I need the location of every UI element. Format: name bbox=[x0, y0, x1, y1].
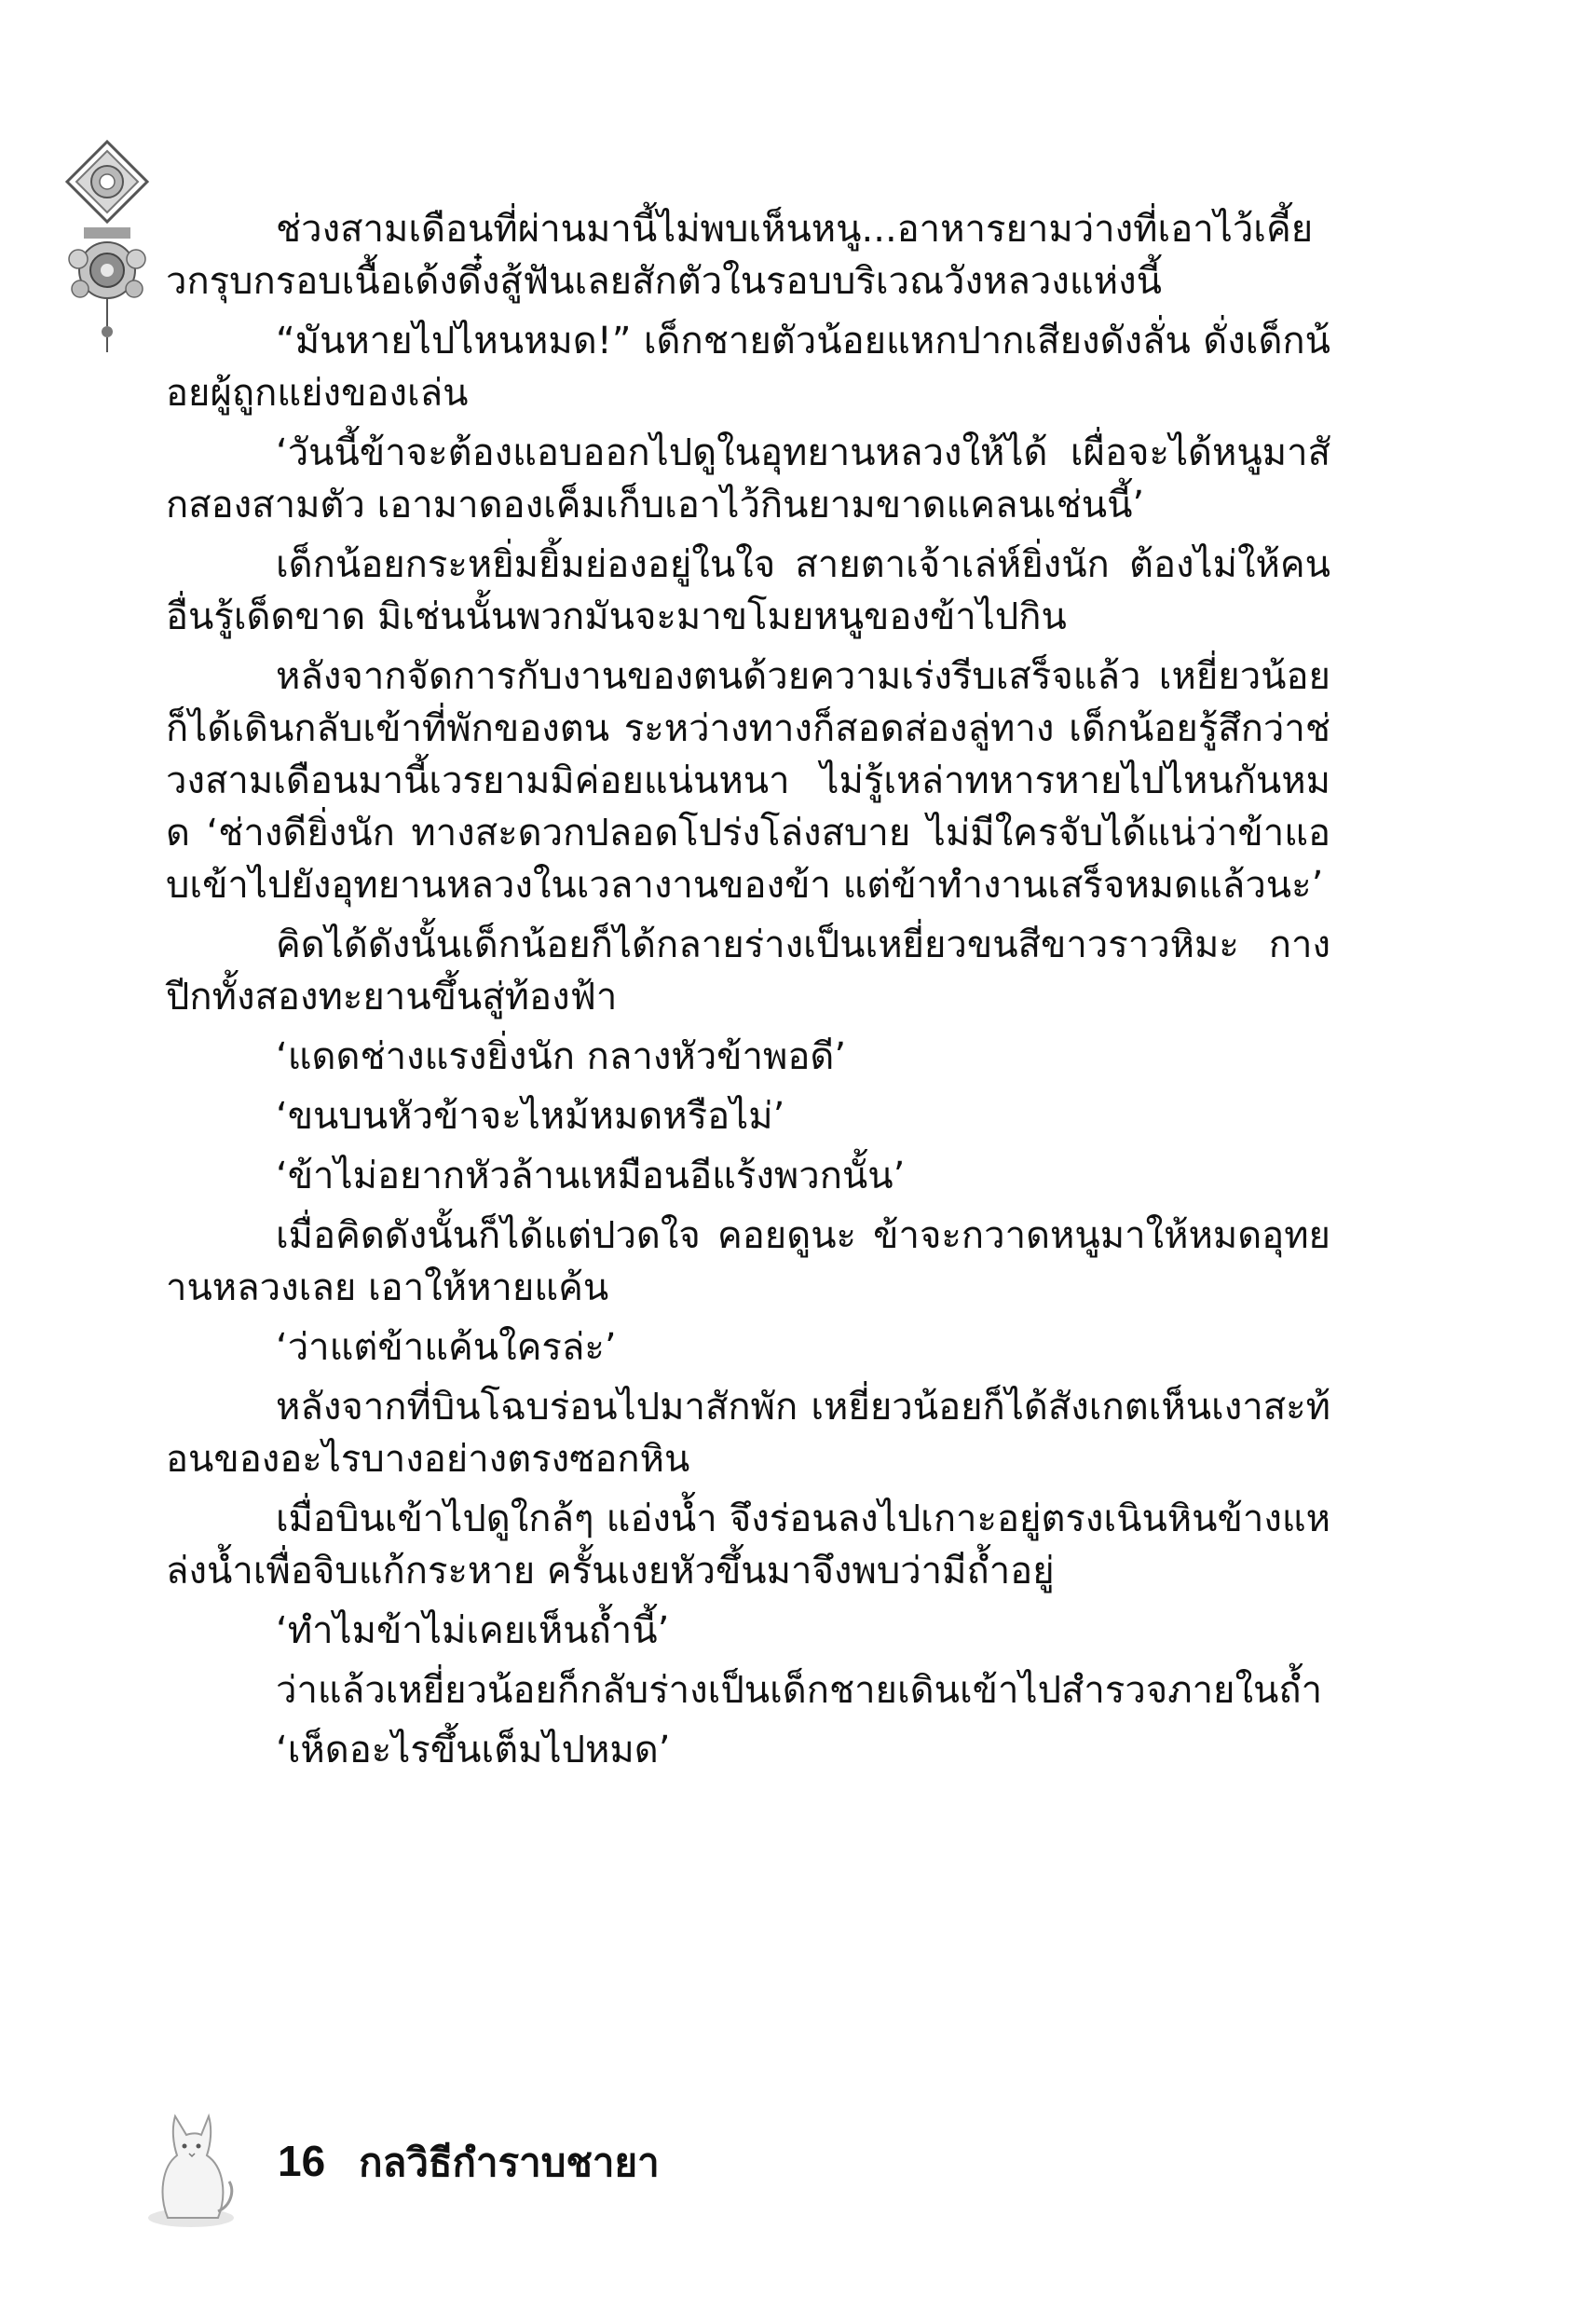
decorative-medallion-icon bbox=[56, 140, 158, 354]
paragraph: ‘ทำไมข้าไม่เคยเห็นถ้ำนี้’ bbox=[276, 1609, 670, 1652]
paragraph: ‘วันนี้ข้าจะต้องแอบออกไปดูในอุทยานหลวงให้ได้ เผื่อจะได้หนูมาสักสองสามตัว เอามาดองเค็มเก็บเอาไว้กินยามขาดแคลนเช่นนี้’ bbox=[166, 431, 1330, 526]
paragraph: เด็กน้อยกระหยิ่มยิ้มย่องอยู่ในใจ สายตาเจ้าเล่ห์ยิ่งนัก ต้องไม่ให้คนอื่นรู้เด็ดขาด มิเช่นนั้นพวกมันจะมาขโมยหนูของข้าไปกิน bbox=[166, 543, 1330, 638]
white-cat-icon bbox=[140, 2101, 242, 2232]
paragraph: ‘เห็ดอะไรขึ้นเต็มไปหมด’ bbox=[276, 1729, 671, 1771]
paragraph: คิดได้ดังนั้นเด็กน้อยก็ได้กลายร่างเป็นเหยี่ยวขนสีขาวราวหิมะ กางปีกทั้งสองทะยานขึ้นสู่ท้องฟ้า bbox=[166, 923, 1330, 1019]
paragraph: ‘แดดช่างแรงยิ่งนัก กลางหัวข้าพอดี’ bbox=[276, 1035, 847, 1078]
paragraph: ว่าแล้วเหยี่ยวน้อยก็กลับร่างเป็นเด็กชายเดินเข้าไปสำรวจภายในถ้ำ bbox=[276, 1669, 1323, 1712]
paragraph: เมื่อคิดดังนั้นก็ได้แต่ปวดใจ คอยดูนะ ข้าจะกวาดหนูมาให้หมดอุทยานหลวงเลย เอาให้หายแค้น bbox=[166, 1214, 1330, 1309]
body-text bbox=[166, 203, 1330, 1784]
paragraph: เมื่อบินเข้าไปดูใกล้ๆ แอ่งน้ำ จึงร่อนลงไปเกาะอยู่ตรงเนินหินข้างแหล่งน้ำเพื่อจิบแก้กระหาย ครั้นเงยหัวขึ้นมาจึงพบว่ามีถ้ำอยู่ bbox=[166, 1497, 1330, 1593]
paragraph: ‘ขนบนหัวข้าจะไหม้หมดหรือไม่’ bbox=[276, 1095, 785, 1138]
page-number: 16 bbox=[278, 2137, 326, 2185]
paragraph: หลังจากที่บินโฉบร่อนไปมาสักพัก เหยี่ยวน้อยก็ได้สังเกตเห็นเงาสะท้อนของอะไรบางอย่างตรงซอกหิน bbox=[166, 1386, 1330, 1481]
paragraph: ‘ข้าไม่อยากหัวล้านเหมือนอีแร้งพวกนั้น’ bbox=[276, 1155, 906, 1197]
paragraph: “มันหายไปไหนหมด!” เด็กชายตัวน้อยแหกปากเสียงดังลั่น ดั่งเด็กน้อยผู้ถูกแย่งของเล่น bbox=[166, 320, 1330, 415]
paragraph: หลังจากจัดการกับงานของตนด้วยความเร่งรีบเสร็จแล้ว เหยี่ยวน้อยก็ได้เดินกลับเข้าที่พักของตน ระหว่างทางก็สอดส่องลู่ทาง เด็กน้อยรู้สึกว่าช่วงสามเดือนมานี้เวรยามมิค่อยแน่นหนา ไม่รู้เหล่าทหารหายไปไหนกันหมด ‘ช่างดียิ่งนัก ทางสะดวกปลอดโปร่งโล่งสบาย ไม่มีใครจับได้แน่ว่าข้าแอบเข้าไปยังอุทยานหลวงในเวลางานของข้า แต่ข้าทำงานเสร็จหมดแล้วนะ’ bbox=[166, 655, 1330, 907]
paragraph: ช่วงสามเดือนที่ผ่านมานี้ไม่พบเห็นหนู...อาหารยามว่างที่เอาไว้เคี้ยวกรุบกรอบเนื้อเด้งดึ๋งสู้ฟันเลยสักตัวในรอบบริเวณวังหลวงแห่งนี้ bbox=[166, 208, 1314, 303]
book-title: กลวิธีกำราบชายา bbox=[359, 2140, 660, 2185]
paragraph: ‘ว่าแต่ข้าแค้นใครล่ะ’ bbox=[276, 1326, 617, 1369]
page-footer bbox=[278, 2132, 660, 2194]
